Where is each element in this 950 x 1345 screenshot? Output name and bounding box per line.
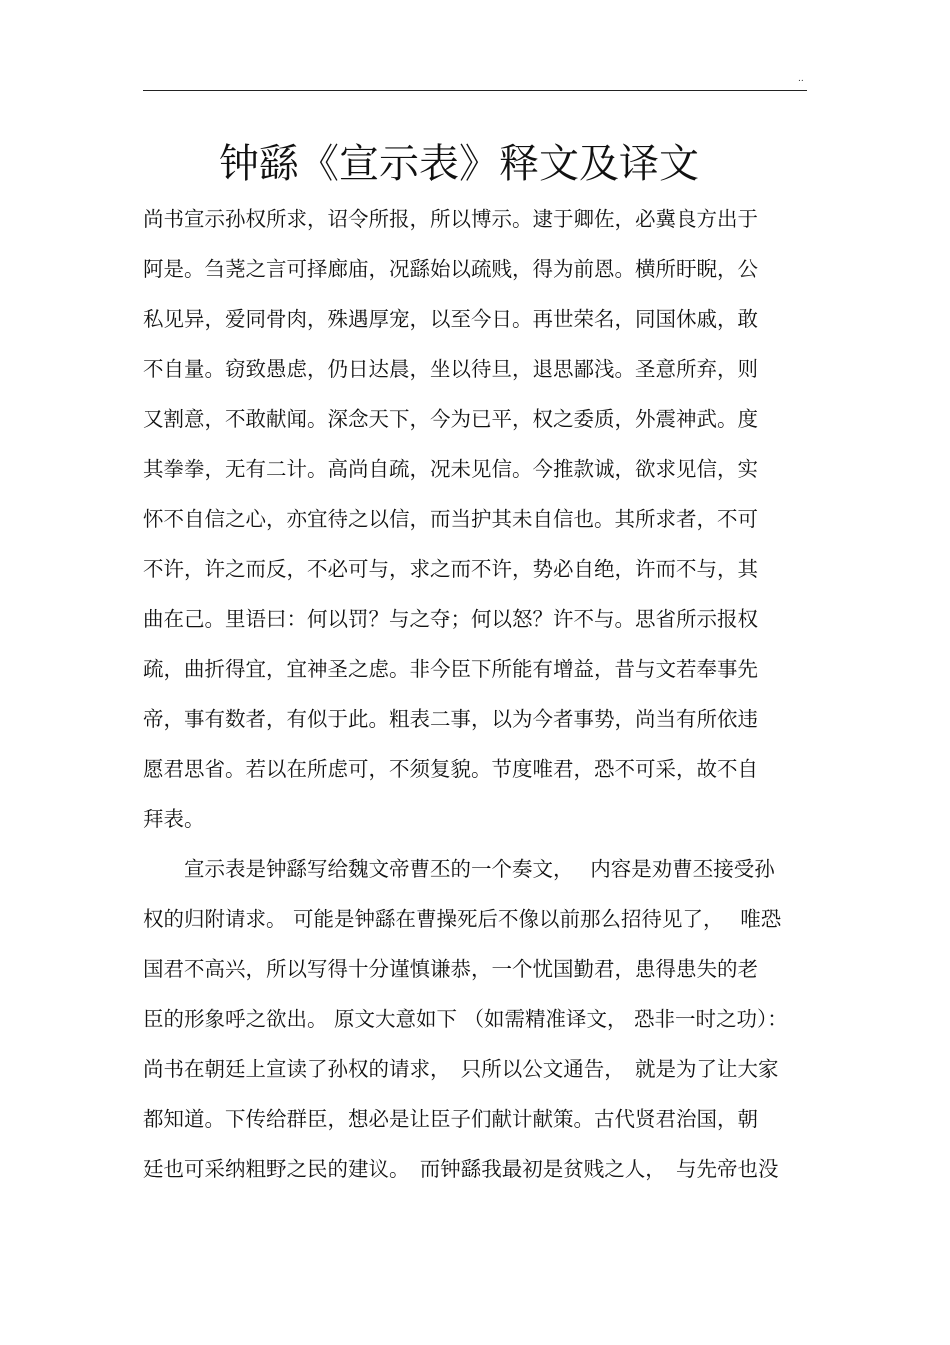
text-line: 疏，曲折得宜，宜神圣之虑。非今臣下所能有增益，昔与文若奉事先: [143, 657, 758, 681]
text-line: 阿是。刍荛之言可择廊庙，况繇始以疏贱，得为前恩。横所盱睨，公: [143, 257, 758, 281]
document-body: [143, 194, 823, 1194]
text-line: 都知道。下传给群臣，想必是让臣子们献计献策。古代贤君治国，朝: [143, 1107, 758, 1131]
text-line: 其拳拳，无有二计。高尚自疏，况未见信。今推款诚，欲求见信，实: [143, 457, 758, 481]
text-line: 尚书宣示孙权所求，诏令所报，所以博示。逮于卿佐，必冀良方出于: [143, 207, 758, 231]
page-title: 钟繇《宣示表》释文及译文: [219, 141, 699, 187]
text-line: 又割意，不敢献闻。深念天下，今为已平，权之委质，外震神武。度: [143, 407, 758, 431]
text-line: 不许，许之而反，不必可与，求之而不许，势必自绝，许而不与，其: [143, 557, 758, 581]
text-line: 拜表。: [143, 807, 205, 831]
text-line: 私见异，爱同骨肉，殊遇厚宠，以至今日。再世荣名，同国休戚，敢: [143, 307, 758, 331]
text-line: 权的归附请求。 可能是钟繇在曹操死后不像以前那么招待见了， 唯恐: [143, 907, 782, 931]
text-line: 廷也可采纳粗野之民的建议。 而钟繇我最初是贫贱之人， 与先帝也没: [143, 1157, 779, 1181]
text-line: 怀不自信之心，亦宜待之以信，而当护其未自信也。其所求者，不可: [143, 507, 758, 531]
text-line: 国君不高兴，所以写得十分谨慎谦恭，一个忧国勤君，患得患失的老: [143, 957, 758, 981]
text-line: 帝，事有数者，有似于此。粗表二事，以为今者事势，尚当有所依违: [143, 707, 758, 731]
text-line: 宣示表是钟繇写给魏文帝曹丕的一个奏文， 内容是劝曹丕接受孙: [143, 857, 775, 881]
text-line: 愿君思省。若以在所虑可，不须复貌。节度唯君，恐不可采，故不自: [143, 757, 758, 781]
header-mark: ..: [798, 74, 804, 84]
text-line: 曲在己。里语曰：何以罚？与之夺；何以怒？许不与。思省所示报权: [143, 607, 758, 631]
text-line: 臣的形象呼之欲出。 原文大意如下 （如需精准译文， 恐非一时之功）：: [143, 1007, 788, 1031]
text-line: 尚书在朝廷上宣读了孙权的请求， 只所以公文通告， 就是为了让大家: [143, 1057, 779, 1081]
text-line: 不自量。窃致愚虑，仍日达晨，坐以待旦，退思鄙浅。圣意所弃，则: [143, 357, 758, 381]
header-rule: [143, 90, 807, 91]
